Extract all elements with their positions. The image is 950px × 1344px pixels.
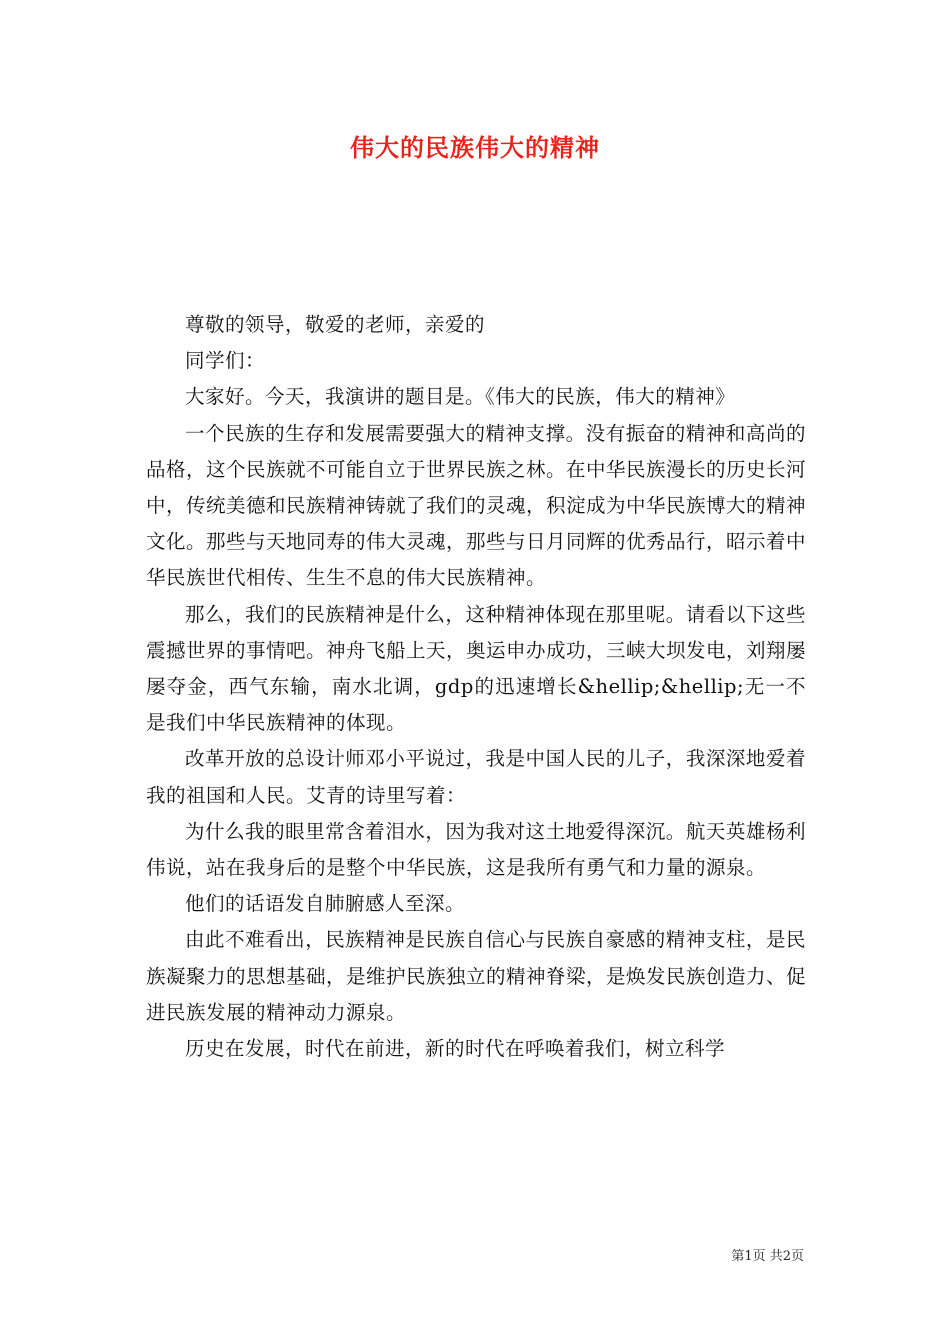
paragraph-3: 改革开放的总设计师邓小平说过，我是中国人民的儿子，我深深地爱着我的祖国和人民。艾青的诗里写着： (146, 747, 806, 807)
paragraph-7: 历史在发展，时代在前进，新的时代在呼唤着我们，树立科学 (185, 1037, 726, 1061)
paragraph-6: 由此不难看出，民族精神是民族自信心与民族自豪感的精神支柱，是民族凝聚力的思想基础，是维护民族独立的精神脊梁，是焕发民族创造力、促进民族发展的精神动力源泉。 (146, 928, 807, 1024)
page-number: 第1页 共2页 (731, 1249, 804, 1264)
document-title: 伟大的民族伟大的精神 (350, 133, 600, 162)
paragraph-2: 那么，我们的民族精神是什么，这种精神体现在那里呢。请看以下这些震撼世界的事情吧。神舟飞船上天，奥运申办成功，三峡大坝发电，刘翔屡屡夺金，西气东输，南水北调，gdp的迅速增长&hellip;&hellip;无一不是我们中华民族精神的体现。 (146, 602, 807, 735)
paragraph-salutation-cont: 同学们： (185, 349, 266, 373)
paragraph-salutation: 尊敬的领导，敬爱的老师，亲爱的 (185, 313, 486, 336)
paragraph-greeting: 大家好。今天，我演讲的题目是。《伟大的民族，伟大的精神》 (185, 385, 736, 409)
document-body (146, 307, 806, 1067)
paragraph-1: 一个民族的生存和发展需要强大的精神支撑。没有振奋的精神和高尚的品格，这个民族就不可能自立于世界民族之林。在中华民族漫长的历史长河中，传统美德和民族精神铸就了我们的灵魂，积淀成为中华民族博大的精神文化。那些与天地同寿的伟大灵魂，那些与日月同辉的优秀品行，昭示着中华民族世代相传、生生不息的伟大民族精神。 (146, 421, 807, 590)
paragraph-5: 他们的话语发自肺腑感人至深。 (185, 892, 466, 916)
paragraph-4: 为什么我的眼里常含着泪水，因为我对这土地爱得深沉。航天英雄杨利伟说，站在我身后的是整个中华民族，这是我所有勇气和力量的源泉。 (146, 819, 806, 880)
